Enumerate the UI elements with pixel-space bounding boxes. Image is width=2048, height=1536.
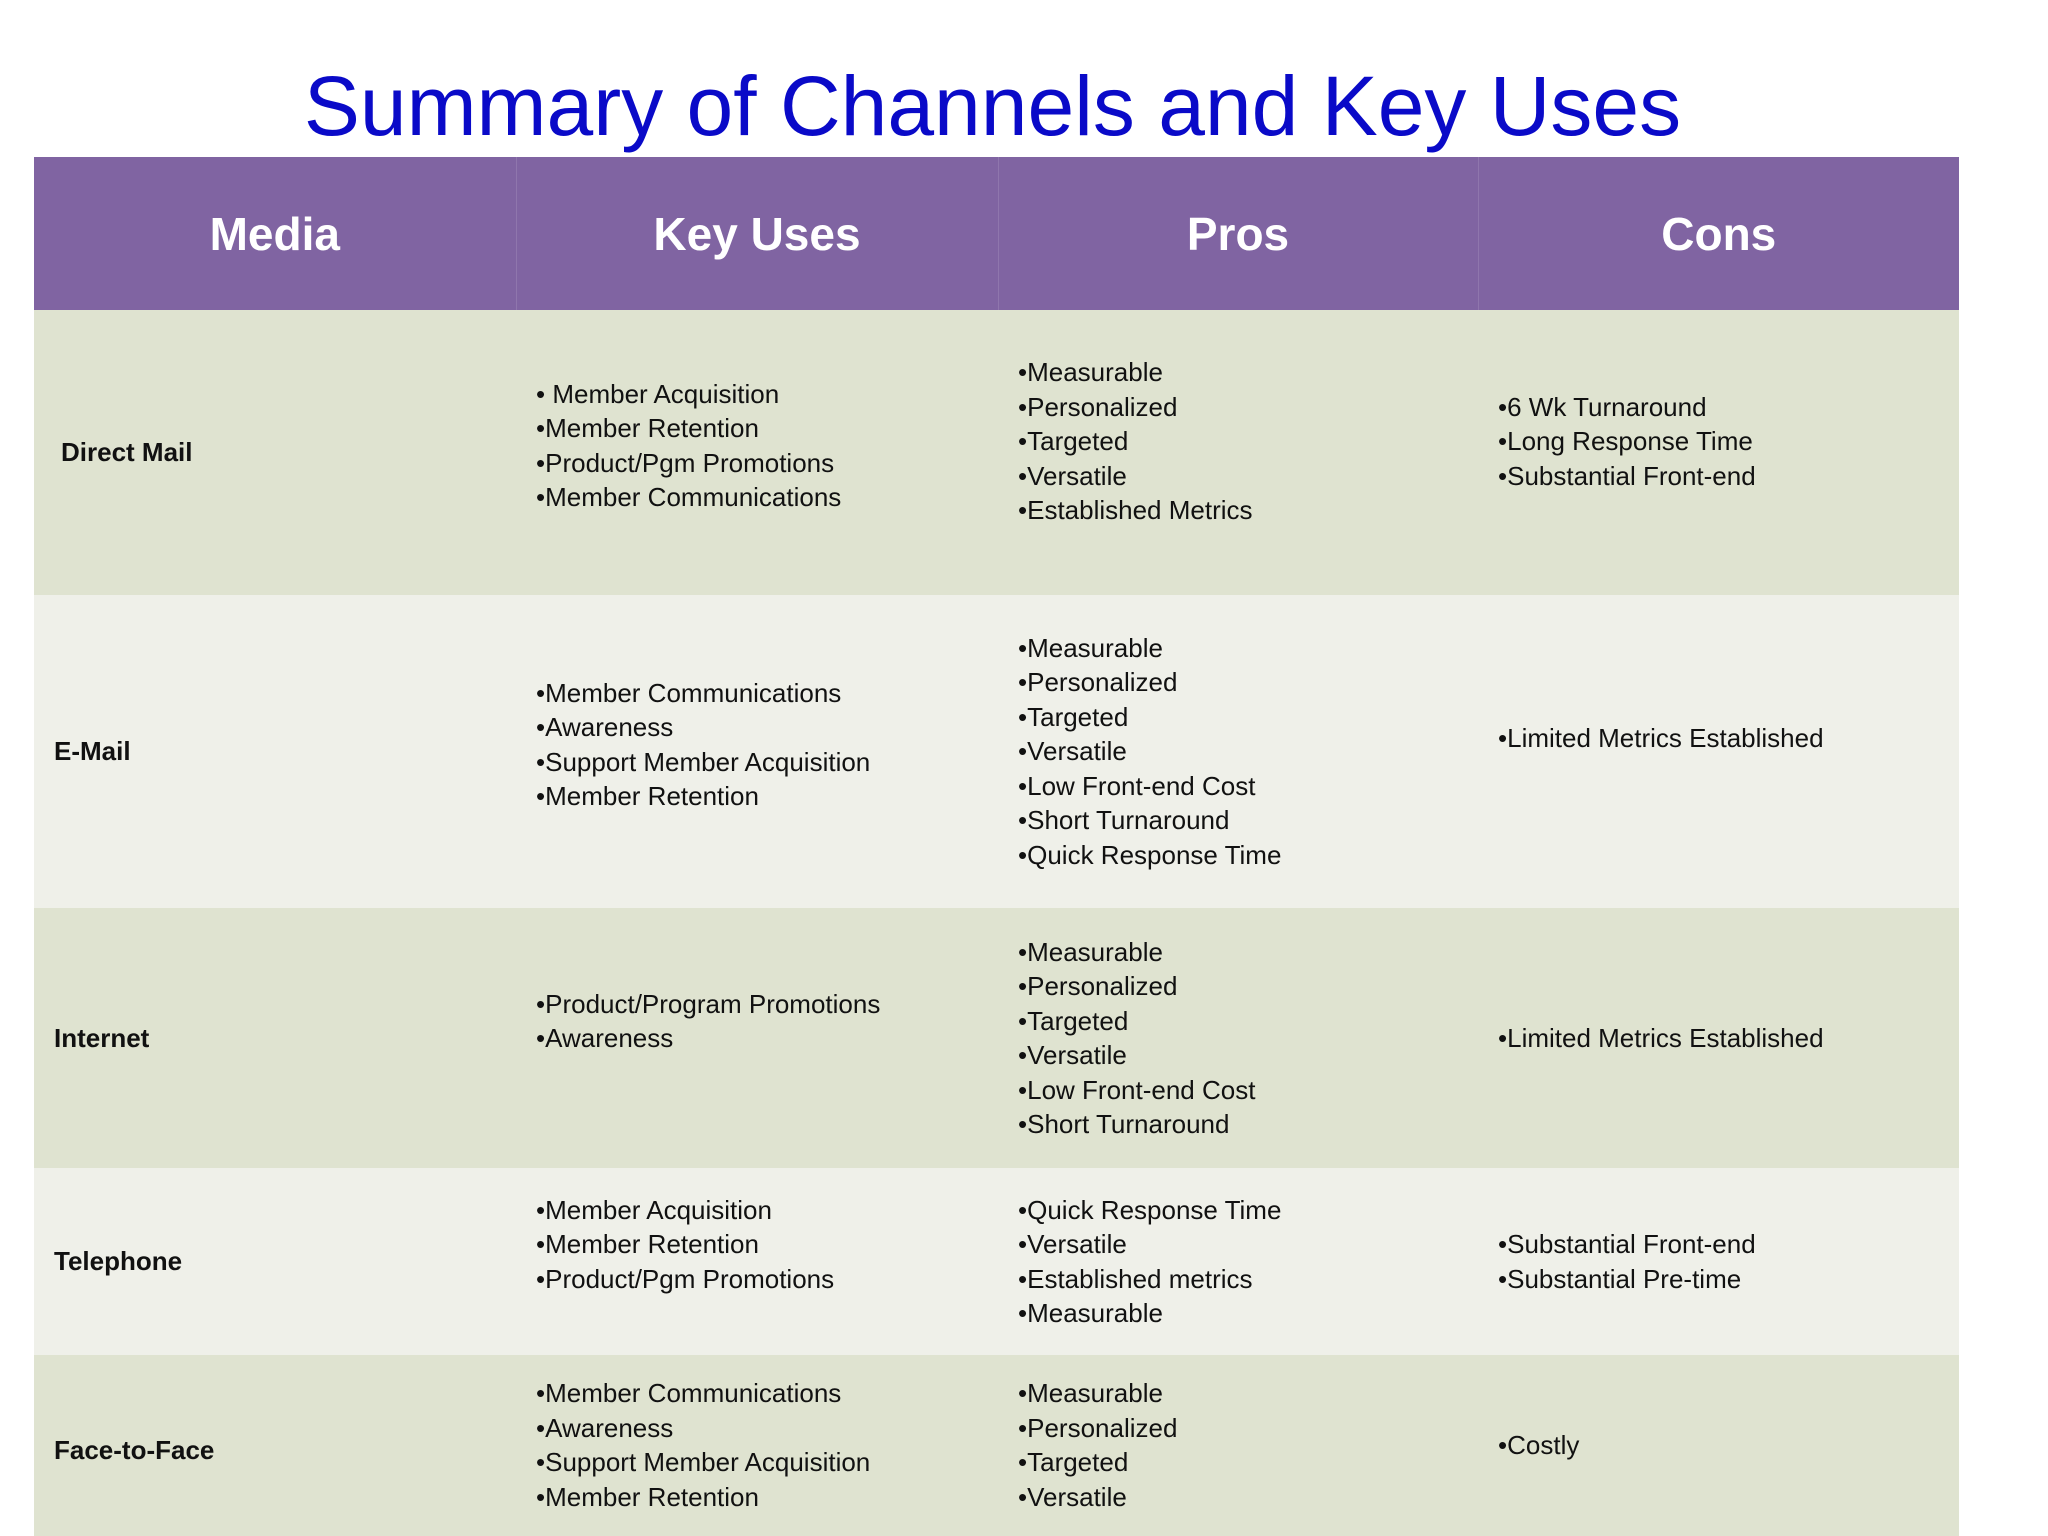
cons-list [1498,721,1959,756]
media-label: Face-to-Face [54,1434,215,1465]
list-item: •Measurable [1018,1298,1163,1328]
list-item: •Targeted [1018,701,1129,732]
pros-cell [998,310,1478,595]
pros-list [1018,1376,1478,1514]
list-item: •Targeted [1018,426,1129,457]
column-header-cons: Cons [1478,157,1959,310]
list-item: •Product/Program Promotions [536,988,881,1019]
column-header-key-uses: Key Uses [516,157,998,310]
list-item: •Versatile [1018,736,1127,767]
list-item: •Personalized [1018,391,1178,422]
list-item: •Personalized [1018,1412,1178,1443]
list-item: •Versatile [1018,1481,1127,1512]
list-item: •Quick Response Time [1018,839,1282,870]
pros-list [1018,355,1478,528]
list-item: •Support Member Acquisition [536,746,871,777]
media-cell [34,908,516,1168]
cons-cell [1478,595,1959,908]
pros-cell [998,908,1478,1168]
column-header-media: Media [34,157,516,310]
list-item: •Limited Metrics Established [1498,723,1824,754]
cons-cell [1478,1355,1959,1536]
channels-table [34,157,1959,1536]
cons-cell [1478,908,1959,1168]
media-label: E-Mail [54,736,131,767]
list-item: •Measurable [1018,1378,1163,1408]
cons-cell [1478,310,1959,595]
key-uses-list [536,987,998,1056]
list-item: •Long Response Time [1498,426,1753,457]
media-label: Internet [54,1022,150,1053]
table-row [34,1168,1959,1355]
table-header-row [34,157,1959,310]
list-item: •Product/Pgm Promotions [536,447,835,478]
table-row [34,310,1959,595]
key-uses-list [536,377,998,515]
page-title: Summary of Channels and Key Uses [303,59,1682,153]
list-item: • Member Acquisition [536,378,780,409]
cons-cell [1478,1168,1959,1355]
list-item: •Personalized [1018,667,1178,698]
list-item: •Short Turnaround [1018,1109,1230,1139]
key-uses-cell [516,1355,998,1536]
list-item: •Measurable [1018,357,1163,388]
cons-list [1498,1428,1959,1463]
list-item: •Awareness [536,712,674,742]
pros-cell [998,595,1478,908]
key-uses-cell [516,310,998,595]
list-item: •Member Communications [536,1378,842,1408]
list-item: •Measurable [1018,632,1163,663]
media-cell [34,1168,516,1355]
cons-list [1498,1021,1959,1056]
media-label: Telephone [54,1246,183,1277]
list-item: •Low Front-end Cost [1018,770,1256,801]
list-item: •Targeted [1018,1447,1129,1477]
media-cell [34,310,516,595]
list-item: •Support Member Acquisition [536,1447,871,1477]
list-item: •Member Acquisition [536,1194,772,1225]
table-row [34,908,1959,1168]
list-item: •Targeted [1018,1005,1129,1036]
media-cell [34,1355,516,1536]
column-header-pros: Pros [998,157,1478,310]
media-label: Direct Mail [61,437,193,468]
list-item: •Measurable [1018,936,1163,967]
list-item: •Member Retention [536,781,759,811]
media-cell [34,595,516,908]
key-uses-cell [516,1168,998,1355]
list-item: •Limited Metrics Established [1498,1022,1824,1053]
pros-list [1018,935,1478,1142]
list-item: •Member Communications [536,677,842,708]
list-item: •Substantial Front-end [1498,1229,1756,1259]
table-row [34,1355,1959,1536]
list-item: •Awareness [536,1412,674,1443]
list-item: •Substantial Front-end [1498,460,1756,491]
list-item: •Product/Pgm Promotions [536,1263,835,1294]
list-item: •Costly [1498,1429,1580,1460]
list-item: •Versatile [1018,460,1127,491]
list-item: •Low Front-end Cost [1018,1074,1256,1105]
key-uses-list [536,676,998,814]
cons-list [1498,1227,1959,1296]
list-item: •Member Retention [536,1481,759,1512]
list-item: •6 Wk Turnaround [1498,391,1707,422]
key-uses-cell [516,595,998,908]
list-item: •Established Metrics [1018,495,1253,526]
list-item: •Established metrics [1018,1263,1253,1294]
list-item: •Versatile [1018,1040,1127,1070]
list-item: •Versatile [1018,1229,1127,1259]
pros-cell [998,1168,1478,1355]
list-item: •Personalized [1018,971,1178,1001]
pros-list [1018,1193,1478,1331]
list-item: •Member Retention [536,1229,759,1260]
list-item: •Substantial Pre-time [1498,1263,1742,1294]
list-item: •Member Communications [536,482,842,512]
key-uses-cell [516,908,998,1168]
table-row [34,595,1959,908]
pros-cell [998,1355,1478,1536]
list-item: •Quick Response Time [1018,1194,1282,1225]
list-item: •Member Retention [536,413,759,443]
list-item: •Awareness [536,1023,674,1053]
cons-list [1498,390,1959,494]
pros-list [1018,631,1478,873]
key-uses-list [536,1193,998,1297]
key-uses-list [536,1376,998,1514]
list-item: •Short Turnaround [1018,805,1230,836]
